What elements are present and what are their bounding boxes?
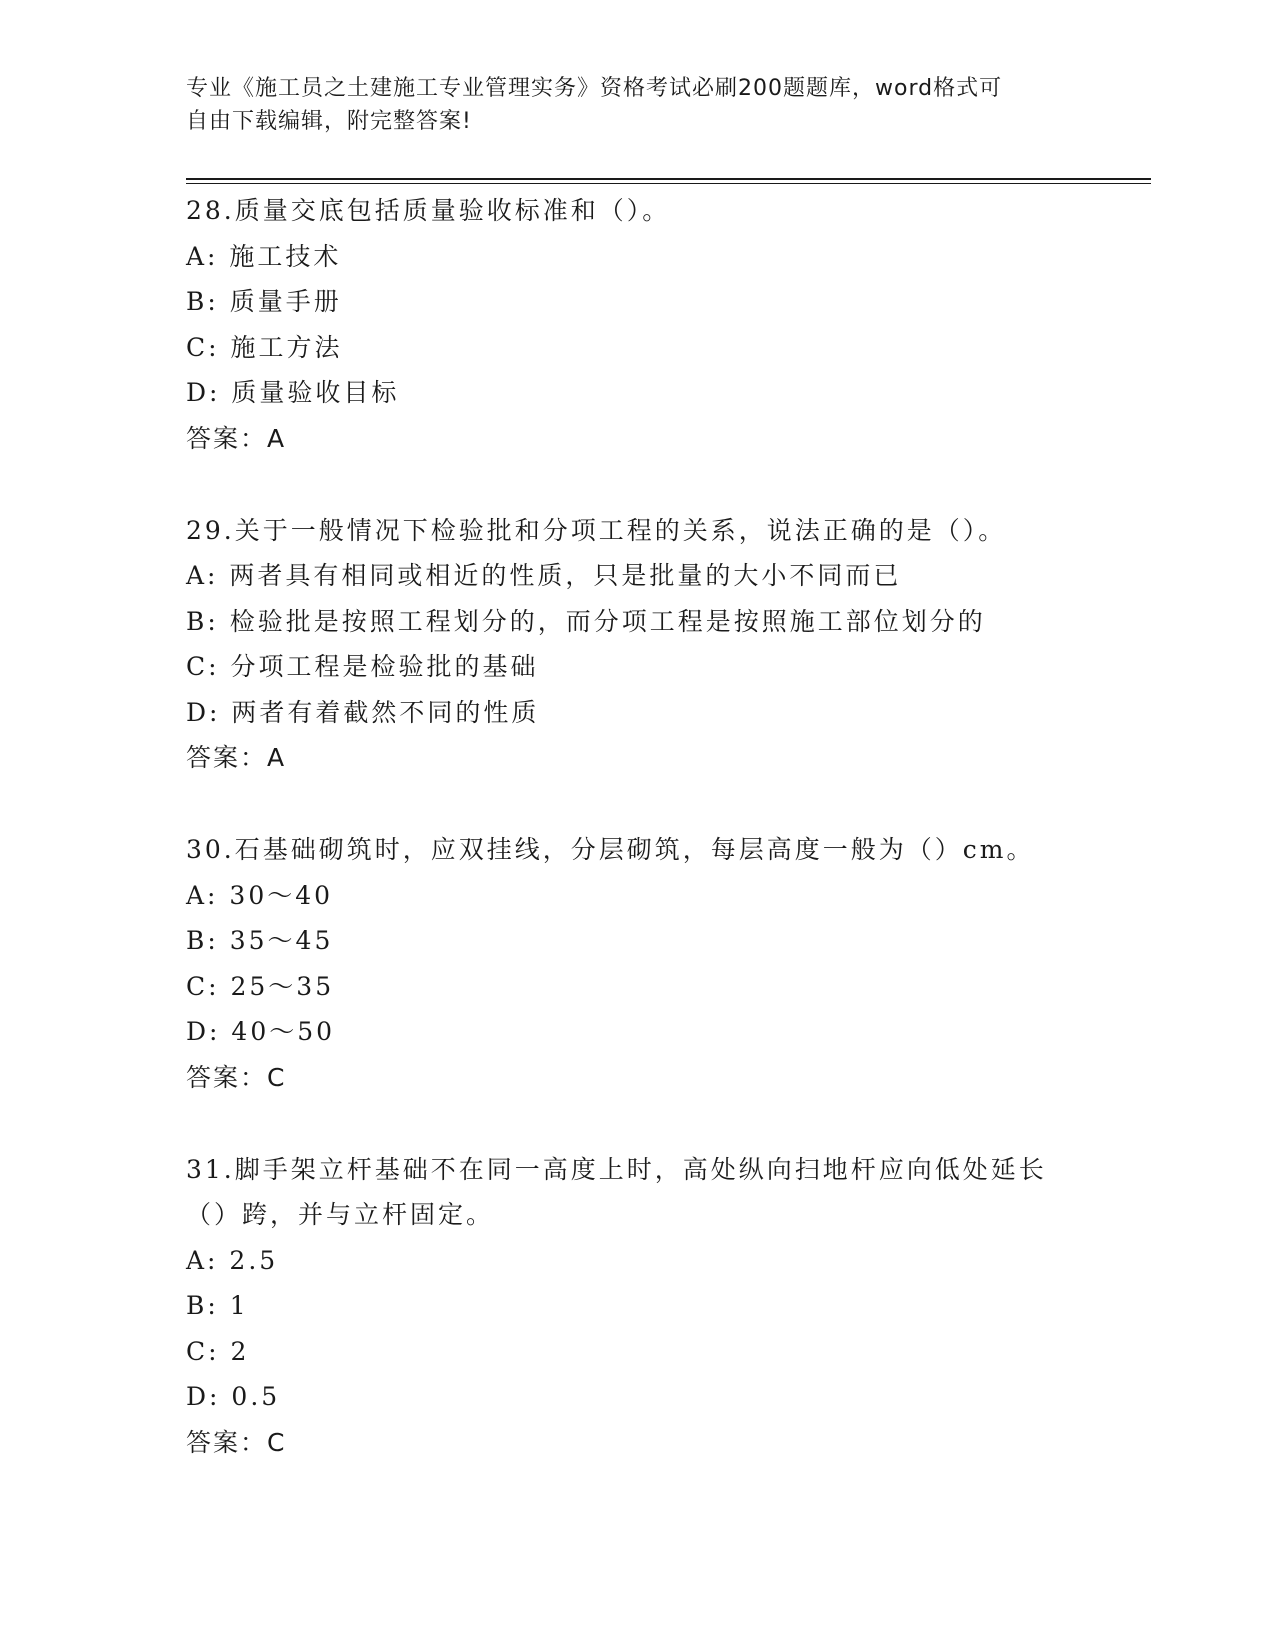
question-list xyxy=(186,188,1086,1512)
answer-line: 答案：A xyxy=(186,423,287,453)
header-line-1: 专业《施工员之土建施工专业管理实务》资格考试必刷200题题库，word格式可 xyxy=(186,76,1003,101)
option-b: B: 1 xyxy=(186,1291,249,1320)
question-stem-continued: （）跨，并与立杆固定。 xyxy=(186,1200,495,1229)
header-divider-thick xyxy=(186,178,1151,180)
option-d: D: 40～50 xyxy=(186,1017,336,1046)
document-header xyxy=(186,72,1086,138)
option-d: D: 质量验收目标 xyxy=(186,378,400,407)
option-a: A: 2.5 xyxy=(186,1245,279,1275)
question-28 xyxy=(186,188,1086,462)
option-c: C: 2 xyxy=(186,1336,250,1366)
question-stem: 30.石基础砌筑时，应双挂线，分层砌筑，每层高度一般为（）cm。 xyxy=(186,835,1035,864)
option-d: D: 两者有着截然不同的性质 xyxy=(186,697,540,727)
question-stem: 29.关于一般情况下检验批和分项工程的关系，说法正确的是（）。 xyxy=(186,515,1007,545)
question-29 xyxy=(186,508,1086,782)
option-b: B: 检验批是按照工程划分的，而分项工程是按照施工部位划分的 xyxy=(186,606,986,636)
option-d: D: 0.5 xyxy=(186,1382,281,1411)
question-stem: 28.质量交底包括质量验收标准和（）。 xyxy=(186,196,671,225)
answer-line: 答案：C xyxy=(186,1062,287,1092)
option-a: A: 30～40 xyxy=(186,880,334,910)
header-divider-thin xyxy=(186,183,1151,184)
option-a: A: 施工技术 xyxy=(186,241,342,271)
option-b: B: 35～45 xyxy=(186,926,334,955)
option-c: C: 分项工程是检验批的基础 xyxy=(186,652,539,681)
answer-line: 答案：A xyxy=(186,743,287,772)
option-a: A: 两者具有相同或相近的性质，只是批量的大小不同而已 xyxy=(186,561,902,590)
answer-line: 答案：C xyxy=(186,1427,287,1457)
question-30 xyxy=(186,827,1086,1101)
question-31 xyxy=(186,1147,1086,1466)
question-stem: 31.脚手架立杆基础不在同一高度上时，高处纵向扫地杆应向低处延长 xyxy=(186,1154,1047,1184)
option-b: B: 质量手册 xyxy=(186,287,342,316)
option-c: C: 25～35 xyxy=(186,971,335,1001)
option-c: C: 施工方法 xyxy=(186,332,343,362)
header-line-2: 自由下载编辑，附完整答案! xyxy=(186,109,472,134)
